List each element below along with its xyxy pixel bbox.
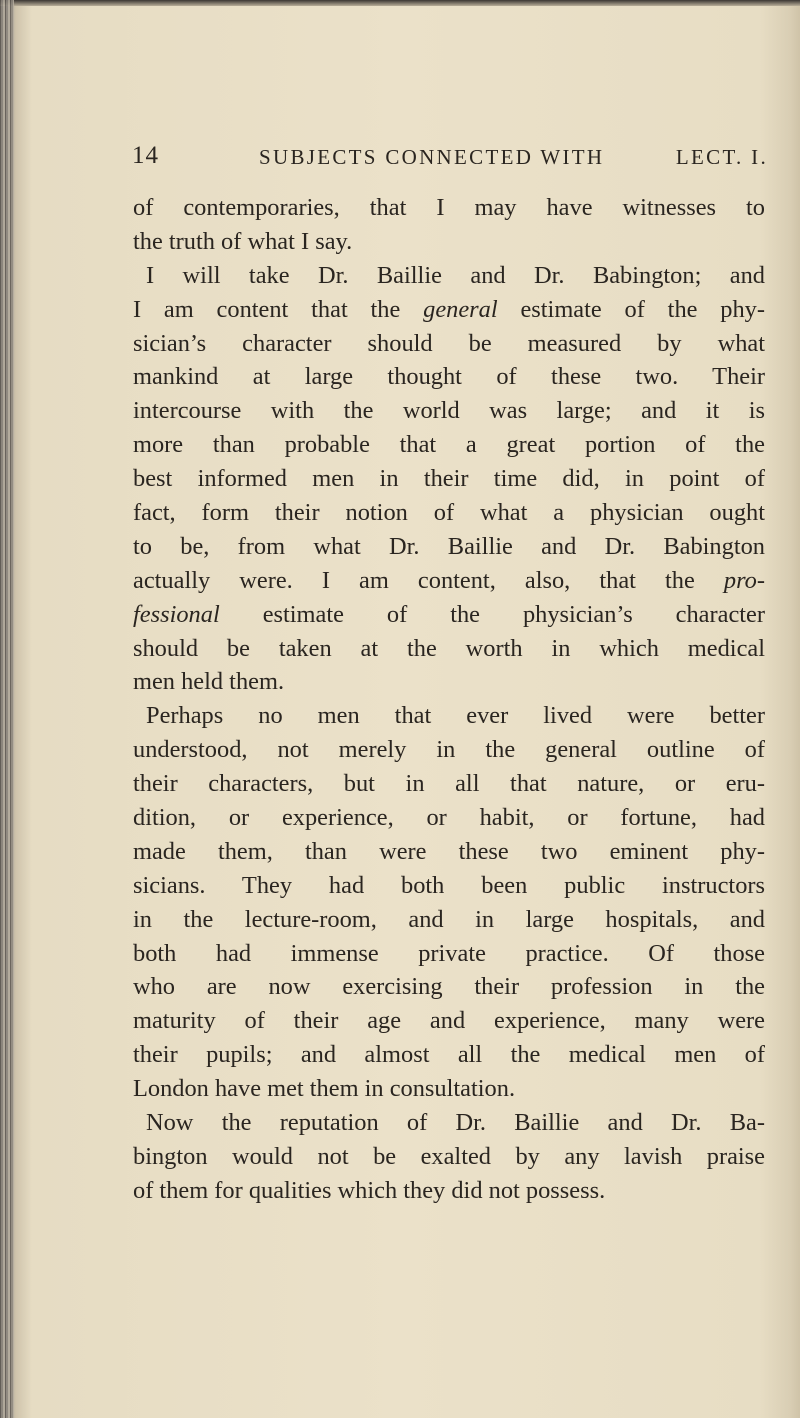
book-binding-edge: [0, 0, 14, 1418]
text-line: [133, 496, 765, 530]
text-line: [133, 937, 765, 971]
text-run: I am content that the: [133, 295, 424, 323]
text-line: [133, 767, 765, 801]
text-run: understood, not merely in the general outline of: [133, 736, 765, 764]
text-run: intercourse with the world was large; and it is: [133, 397, 765, 425]
text-line: [133, 632, 765, 666]
text-line: [133, 598, 765, 632]
text-run: the truth of what I say.: [133, 227, 353, 255]
text-run: of them for qualities which they did not possess.: [133, 1176, 606, 1204]
text-line: [133, 530, 765, 564]
text-run: in the lecture-room, and in large hospitals, and: [133, 905, 765, 933]
text-run: sician’s character should be measured by what: [133, 329, 765, 357]
text-run: made them, than were these two eminent phy-: [133, 837, 765, 865]
text-run: dition, or experience, or habit, or fortune, had: [133, 804, 765, 832]
text-line: [133, 733, 765, 767]
text-run: London have met them in consultation.: [133, 1075, 516, 1103]
text-run: their characters, but in all that nature, or eru-: [133, 770, 765, 798]
text-line: [133, 564, 765, 598]
text-run: to be, from what Dr. Baillie and Dr. Babington: [133, 532, 765, 560]
text-line: [133, 1106, 765, 1140]
italic-text: general: [423, 295, 498, 323]
text-line: [133, 394, 765, 428]
text-line: [133, 869, 765, 903]
text-line: [133, 462, 765, 496]
text-line: [133, 801, 765, 835]
text-run: men held them.: [133, 668, 285, 696]
text-run: estimate of the physician’s character: [219, 600, 765, 628]
running-head-lecture: LECT. I.: [675, 145, 768, 169]
text-line: [133, 293, 765, 327]
text-run: both had immense private practice. Of those: [133, 939, 765, 967]
text-run: who are now exercising their profession in the: [133, 973, 765, 1001]
text-run: of contemporaries, that I may have witnesses to: [133, 194, 765, 221]
text-run: actually were. I am content, also, that the: [133, 566, 724, 594]
text-run: their pupils; and almost all the medical men of: [133, 1041, 765, 1069]
text-run: I will take Dr. Baillie and Dr. Babington; and: [146, 261, 765, 289]
page-top-edge: [0, 0, 800, 6]
text-run: more than probable that a great portion of the: [133, 431, 765, 459]
text-run: sicians. They had both been public instructors: [133, 871, 765, 899]
text-run: fact, form their notion of what a physician ought: [133, 499, 765, 527]
text-run: best informed men in their time did, in point of: [133, 465, 765, 493]
italic-text: fessional: [133, 600, 220, 628]
text-run: bington would not be exalted by any lavish praise: [133, 1142, 765, 1170]
text-line: [133, 970, 765, 1004]
text-line: [133, 428, 765, 462]
running-head: [132, 142, 768, 176]
text-line: [133, 665, 765, 699]
text-line: [133, 1038, 765, 1072]
page-number: 14: [132, 142, 159, 169]
text-line: [133, 903, 765, 937]
running-head-title: SUBJECTS CONNECTED WITH: [259, 145, 605, 169]
text-run: maturity of their age and experience, many were: [133, 1007, 765, 1035]
text-run: mankind at large thought of these two. Their: [133, 363, 765, 391]
text-line: [133, 1004, 765, 1038]
text-line: [133, 259, 765, 293]
text-run: Now the reputation of Dr. Baillie and Dr. Ba-: [146, 1109, 765, 1137]
text-line: [133, 835, 765, 869]
text-line: [133, 1140, 765, 1174]
text-line: [133, 1174, 765, 1208]
text-run: should be taken at the worth in which medical: [133, 634, 765, 662]
text-line: [133, 225, 765, 259]
body-text: [133, 191, 765, 1208]
text-line: [133, 1072, 765, 1106]
text-run: estimate of the phy-: [497, 295, 765, 323]
text-run: Perhaps no men that ever lived were better: [146, 702, 765, 730]
text-line: [133, 699, 765, 733]
text-line: [133, 327, 765, 361]
italic-text: pro-: [723, 566, 765, 594]
text-line: [133, 191, 765, 225]
text-line: [133, 360, 765, 394]
